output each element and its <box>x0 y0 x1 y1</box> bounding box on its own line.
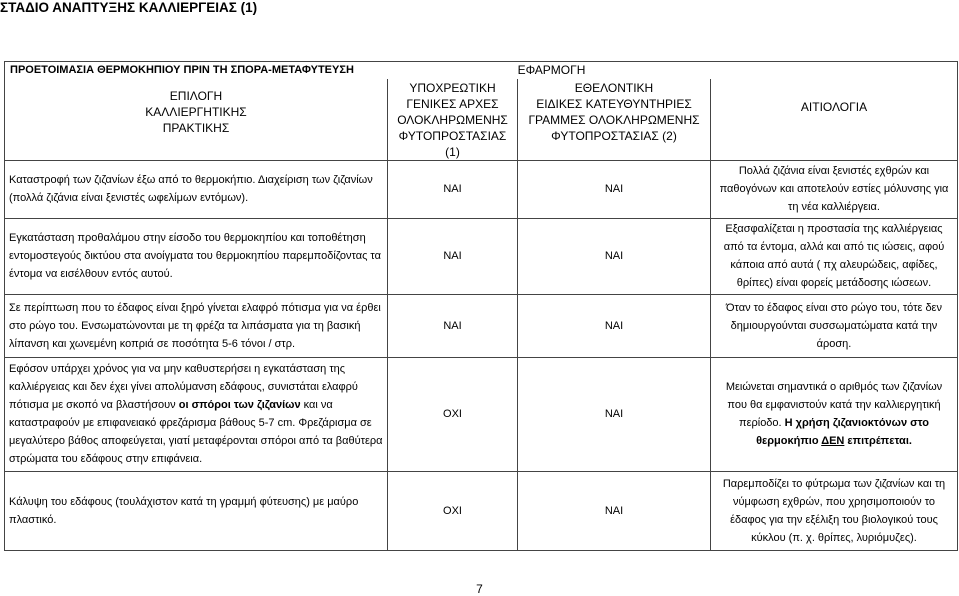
table-row <box>5 294 958 357</box>
voluntary-cell: ΝΑΙ <box>518 160 711 218</box>
practice-header-line: ΚΑΛΛΙΕΡΓΗΤΙΚΗΣ <box>145 104 247 119</box>
voluntary-cell: ΝΑΙ <box>518 294 711 357</box>
voluntary-cell: ΝΑΙ <box>518 357 711 471</box>
mandatory-header-line: ΟΛΟΚΛΗΡΩΜΕΝΗΣ <box>397 112 508 127</box>
practice-column-header <box>5 79 388 161</box>
rationale-column-header: ΑΙΤΙΟΛΟΓΙΑ <box>711 79 958 161</box>
rationale-cell: Παρεμποδίζει το φύτρωμα των ζιζανίων και τη νύμφωση εχθρών, που χρησιμοποιούν το έδαφος για την εξέλιξη του βιολογικού τους κύκλου (π. χ. θρίπες, λυριόμυζες). <box>711 471 958 550</box>
mandatory-header-line: ΥΠΟΧΡΕΩΤΙΚΗ <box>409 80 496 95</box>
practice-cell: Κάλυψη του εδάφους (τουλάχιστον κατά τη γραμμή φύτευσης) με μαύρο πλαστικό. <box>5 471 388 550</box>
voluntary-header-line: ΓΡΑΜΜΕΣ ΟΛΟΚΛΗΡΩΜΕΝΗΣ <box>528 112 700 127</box>
voluntary-column-header <box>518 79 711 161</box>
mandatory-cell: ΝΑΙ <box>388 294 518 357</box>
voluntary-cell: ΝΑΙ <box>518 471 711 550</box>
table-row <box>5 218 958 294</box>
practice-cell: Σε περίπτωση που το έδαφος είναι ξηρό γίνεται ελαφρό πότισμα για να έρθει στο ρώγο του. Ενσωματώνονται με τη φρέζα τα λιπάσματα για τη βασική λίπανση και χωνεμένη κοπριά σε ποσότητα 5-6 τόνοι / στρ. <box>5 294 388 357</box>
rationale-emphasis: Η χρήση ζιζανιοκτόνων στο θερμοκήπιο <box>756 417 929 447</box>
rationale-cell: Όταν το έδαφος είναι στο ρώγο του, τότε δεν δημιουργούνται συσσωματώματα κατά την άροση. <box>711 294 958 357</box>
document-title: ΣΤΑΔΙΟ ΑΝΑΠΤΥΞΗΣ ΚΑΛΛΙΕΡΓΕΙΑΣ (1) <box>0 0 258 15</box>
voluntary-header-line: ΕΙΔΙΚΕΣ ΚΑΤΕΥΘΥΝΤΗΡΙΕΣ <box>536 96 692 111</box>
rationale-cell: Πολλά ζιζάνια είναι ξενιστές εχθρών και παθογόνων και αποτελούν εστίες μόλυνσης για τη νέα καλλιέργεια. <box>711 160 958 218</box>
voluntary-header-line: ΦΥΤΟΠΡΟΣΤΑΣΙΑΣ (2) <box>551 128 677 143</box>
table-row <box>5 471 958 550</box>
table-row <box>5 357 958 471</box>
rationale-cell <box>711 357 958 471</box>
voluntary-header-line: ΕΘΕΛΟΝΤΙΚΗ <box>574 80 654 95</box>
practice-header-line: ΕΠΙΛΟΓΗ <box>169 88 223 103</box>
table-row <box>5 160 958 218</box>
cultivation-practices-table <box>4 61 958 551</box>
practice-cell <box>5 357 388 471</box>
mandatory-cell: ΟΧΙ <box>388 357 518 471</box>
stage-header: ΠΡΟΕΤΟΙΜΑΣΙΑ ΘΕΡΜΟΚΗΠΙΟΥ ΠΡΙΝ ΤΗ ΣΠΟΡΑ-ΜΕΤΑΦΥΤΕΥΣΗ <box>10 64 354 76</box>
rationale-header-top <box>711 62 958 79</box>
rationale-emphasis: επιτρέπεται. <box>844 435 912 447</box>
rationale-cell: Εξασφαλίζεται η προστασία της καλλιέργειας από τα έντομα, αλλά και από τις ιώσεις, αφού κάποια από αυτά ( πχ αλευρώδεις, αφίδες, θρίπες) είναι φορείς μετάδοσης ιώσεων. <box>711 218 958 294</box>
practice-emphasis: οι σπόροι των ζιζανίων <box>178 399 301 411</box>
practice-cell: Καταστροφή των ζιζανίων έξω από το θερμοκήπιο. Διαχείριση των ζιζανίων (πολλά ζιζάνια είναι ξενιστές ωφελίμων εντόμων). <box>5 160 388 218</box>
practice-text: και να καταστραφούν με επιφανειακό φρεζάρισμα βάθους 5-7 cm. Φρεζάρισμα σε μεγαλύτερο βάθος αποφεύγεται, γιατί μεταφέρονται σπόροι από τα βαθύτερα στρώματα του εδάφους στην επιφάνεια. <box>9 399 383 465</box>
mandatory-cell: ΟΧΙ <box>388 471 518 550</box>
mandatory-column-header <box>388 79 518 161</box>
practice-text: Εφόσον υπάρχει χρόνος για να μην καθυστερήσει η εγκατάσταση της καλλιέργειας και δεν έχει γίνει απολύμανση εδάφους, συνιστάται ελαφρύ πότισμα με σκοπό να βλαστήσουν <box>9 363 358 411</box>
application-header: ΕΦΑΡΜΟΓΗ <box>517 63 586 77</box>
mandatory-header-line: ΦΥΤΟΠΡΟΣΤΑΣΙΑΣ (1) <box>398 128 507 159</box>
page-number: 7 <box>476 582 483 596</box>
practice-cell: Εγκατάσταση προθαλάμου στην είσοδο του θερμοκηπίου και τοποθέτηση εντομοστεγούς δικτύου στα ανοίγματα του θερμοκηπίου παρεμποδίζοντας τα έντομα να εισέλθουν εντός αυτού. <box>5 218 388 294</box>
rationale-emphasis-underlined: ΔΕΝ <box>821 435 845 447</box>
mandatory-cell: ΝΑΙ <box>388 160 518 218</box>
rationale-text: Μειώνεται σημαντικά ο αριθμός των ζιζανίων που θα εμφανιστούν κατά την καλλιεργητική περίοδο. <box>725 381 943 429</box>
practice-header-line: ΠΡΑΚΤΙΚΗΣ <box>162 120 230 135</box>
mandatory-header-line: ΓΕΝΙΚΕΣ ΑΡΧΕΣ <box>406 96 499 111</box>
column-header-row <box>5 79 958 161</box>
mandatory-cell: ΝΑΙ <box>388 218 518 294</box>
voluntary-cell: ΝΑΙ <box>518 218 711 294</box>
